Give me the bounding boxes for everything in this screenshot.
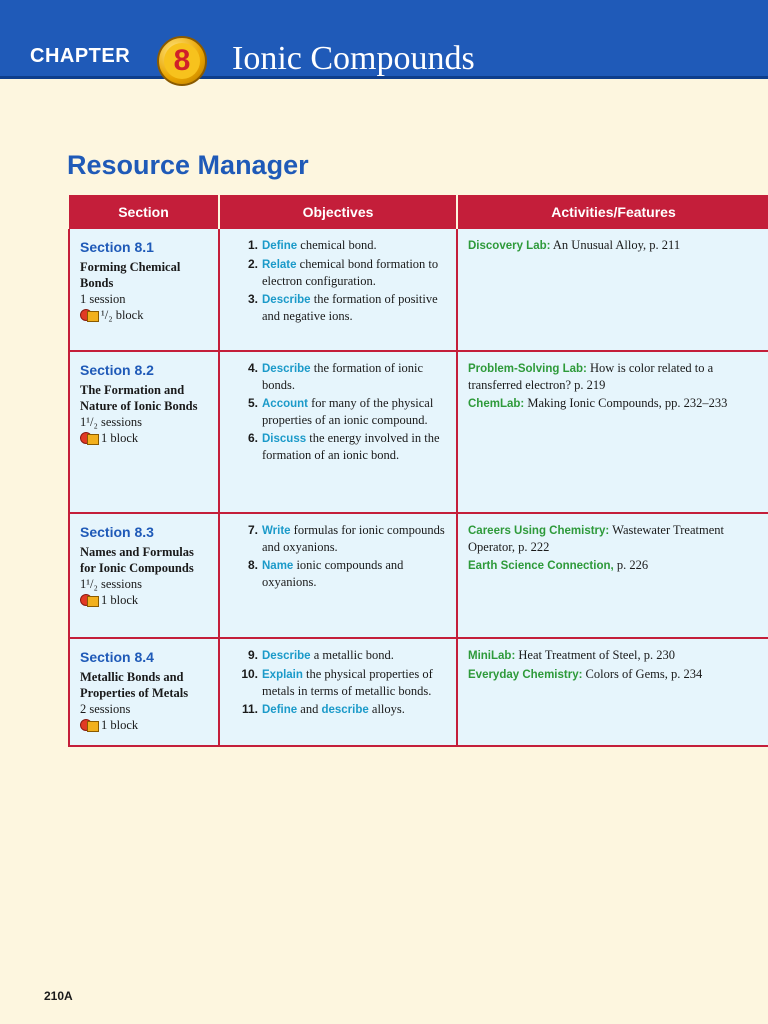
objective-item: 3. Describe the formation of positive and negative ions. (247, 292, 438, 323)
block-count: ¹/₂ block (101, 308, 144, 322)
chapter-title: Ionic Compounds (232, 40, 475, 77)
objectives-cell (219, 229, 457, 351)
section-title: Names and Formulas for Ionic Compounds (80, 545, 194, 575)
block-schedule-icon (80, 719, 98, 731)
block-schedule (80, 592, 210, 608)
block-schedule-icon (80, 309, 98, 321)
chapter-number-badge (157, 36, 207, 86)
session-count: 1¹/₂ sessions (80, 415, 142, 429)
column-header-activities: Activities/Features (457, 195, 768, 229)
objective-item: 2. Relate chemical bond formation to electron configuration. (247, 257, 439, 288)
section-cell (69, 638, 219, 746)
feature-item: ChemLab: Making Ionic Compounds, pp. 232–233 (468, 396, 728, 410)
table-row (69, 513, 768, 638)
section-number: Section 8.1 (80, 239, 154, 255)
block-count: 1 block (101, 718, 139, 732)
section-title: Forming Chemical Bonds (80, 260, 181, 290)
column-header-section: Section (69, 195, 219, 229)
objective-item: 1. Define chemical bond. (247, 238, 377, 252)
objectives-cell (219, 351, 457, 513)
feature-item: Problem-Solving Lab: How is color related to a transferred electron? p. 219 (468, 361, 714, 392)
section-title: The Formation and Nature of Ionic Bonds (80, 383, 198, 413)
feature-item: MiniLab: Heat Treatment of Steel, p. 230 (468, 648, 675, 662)
objective-item: 8. Name ionic compounds and oxyanions. (247, 558, 404, 589)
chapter-number: 8 (164, 43, 200, 79)
table-row (69, 638, 768, 746)
block-schedule (80, 717, 210, 733)
block-schedule (80, 307, 210, 323)
resource-table (68, 195, 768, 747)
block-schedule-icon (80, 594, 98, 606)
section-cell (69, 229, 219, 351)
session-count: 2 sessions (80, 702, 131, 716)
section-number: Section 8.4 (80, 649, 154, 665)
section-cell (69, 351, 219, 513)
page-title: Resource Manager (67, 150, 309, 180)
table-row (69, 351, 768, 513)
objective-item: 4. Describe the formation of ionic bonds. (247, 361, 424, 392)
session-count: 1¹/₂ sessions (80, 577, 142, 591)
objective-item: 5. Account for many of the physical properties of an ionic compound. (247, 396, 434, 427)
objective-item: 10. Explain the physical properties of metals in terms of metallic bonds. (241, 667, 433, 698)
section-number: Section 8.3 (80, 524, 154, 540)
section-title: Metallic Bonds and Properties of Metals (80, 670, 189, 700)
features-cell (457, 351, 768, 513)
block-count: 1 block (101, 593, 139, 607)
objective-item: 11. Define and describe alloys. (241, 702, 405, 716)
objective-item: 6. Discuss the energy involved in the formation of an ionic bond. (247, 431, 440, 462)
block-schedule-icon (80, 432, 98, 444)
block-count: 1 block (101, 431, 139, 445)
objectives-cell (219, 638, 457, 746)
chapter-label: CHAPTER (30, 45, 131, 67)
table-row (69, 229, 768, 351)
page-number: 210A (44, 989, 73, 1003)
feature-item: Everyday Chemistry: Colors of Gems, p. 234 (468, 667, 703, 681)
column-header-objectives: Objectives (219, 195, 457, 229)
session-count: 1 session (80, 292, 126, 306)
objectives-cell (219, 513, 457, 638)
section-cell (69, 513, 219, 638)
feature-item: Earth Science Connection, p. 226 (468, 558, 649, 572)
features-cell (457, 638, 768, 746)
features-cell (457, 229, 768, 351)
feature-item: Discovery Lab: An Unusual Alloy, p. 211 (468, 238, 681, 252)
section-number: Section 8.2 (80, 362, 154, 378)
features-cell (457, 513, 768, 638)
objective-item: 7. Write formulas for ionic compounds and oxyanions. (247, 523, 445, 554)
table-header-row (69, 195, 768, 229)
feature-item: Careers Using Chemistry: Wastewater Treatment Operator, p. 222 (468, 523, 724, 554)
block-schedule (80, 430, 210, 446)
objective-item: 9. Describe a metallic bond. (247, 648, 394, 662)
